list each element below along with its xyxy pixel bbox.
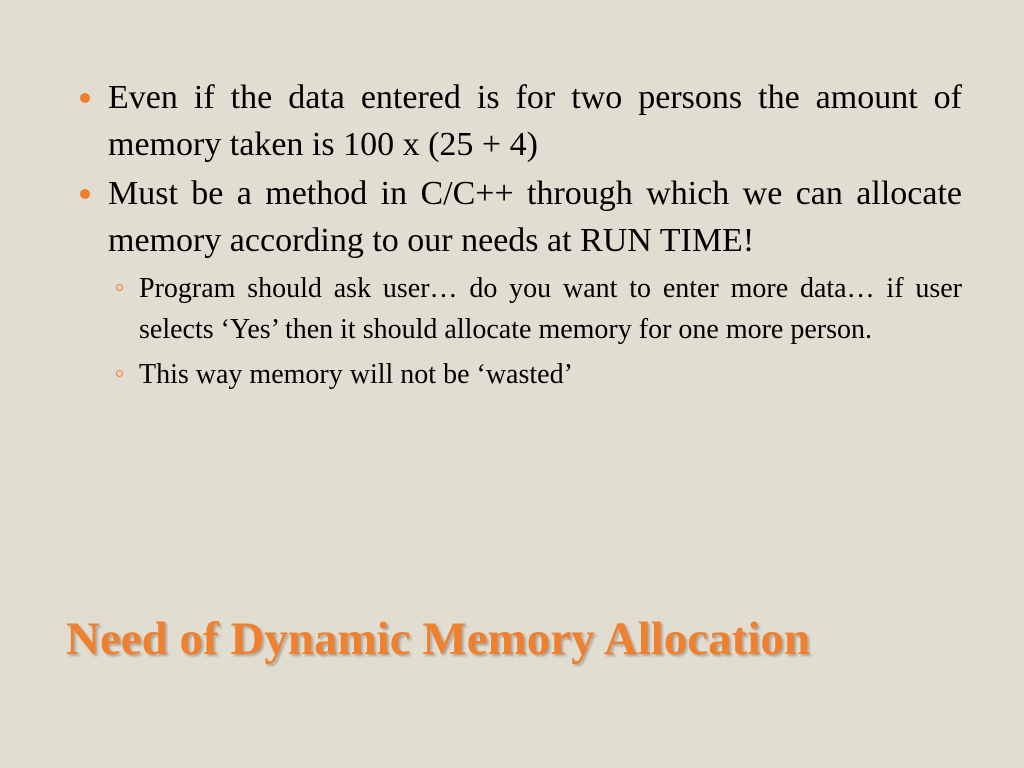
bullet-item xyxy=(78,170,962,264)
slide-body xyxy=(78,74,962,395)
sub-bullet-ring-icon xyxy=(116,284,123,291)
bullet-dot-icon xyxy=(80,189,90,199)
sub-bullet-ring-icon xyxy=(116,370,123,377)
bullet-text: Even if the data entered is for two persons the amount of memory taken is 100 x (25 + 4) xyxy=(108,79,962,163)
bullet-dot-icon xyxy=(80,93,90,103)
sub-bullet-text: This way memory will not be ‘wasted’ xyxy=(139,359,573,390)
bullet-text: Must be a method in C/C++ through which we can allocate memory according to our needs at RUN TIME! xyxy=(108,175,962,259)
bullet-item xyxy=(78,74,962,168)
sub-bullet-item xyxy=(108,354,962,395)
slide-title: Need of Dynamic Memory Allocation xyxy=(66,613,811,665)
sub-bullet-text: Program should ask user… do you want to enter more data… if user selects ‘Yes’ then it should allocate memory for one more person. xyxy=(139,273,962,345)
sub-bullet-item xyxy=(108,268,962,350)
